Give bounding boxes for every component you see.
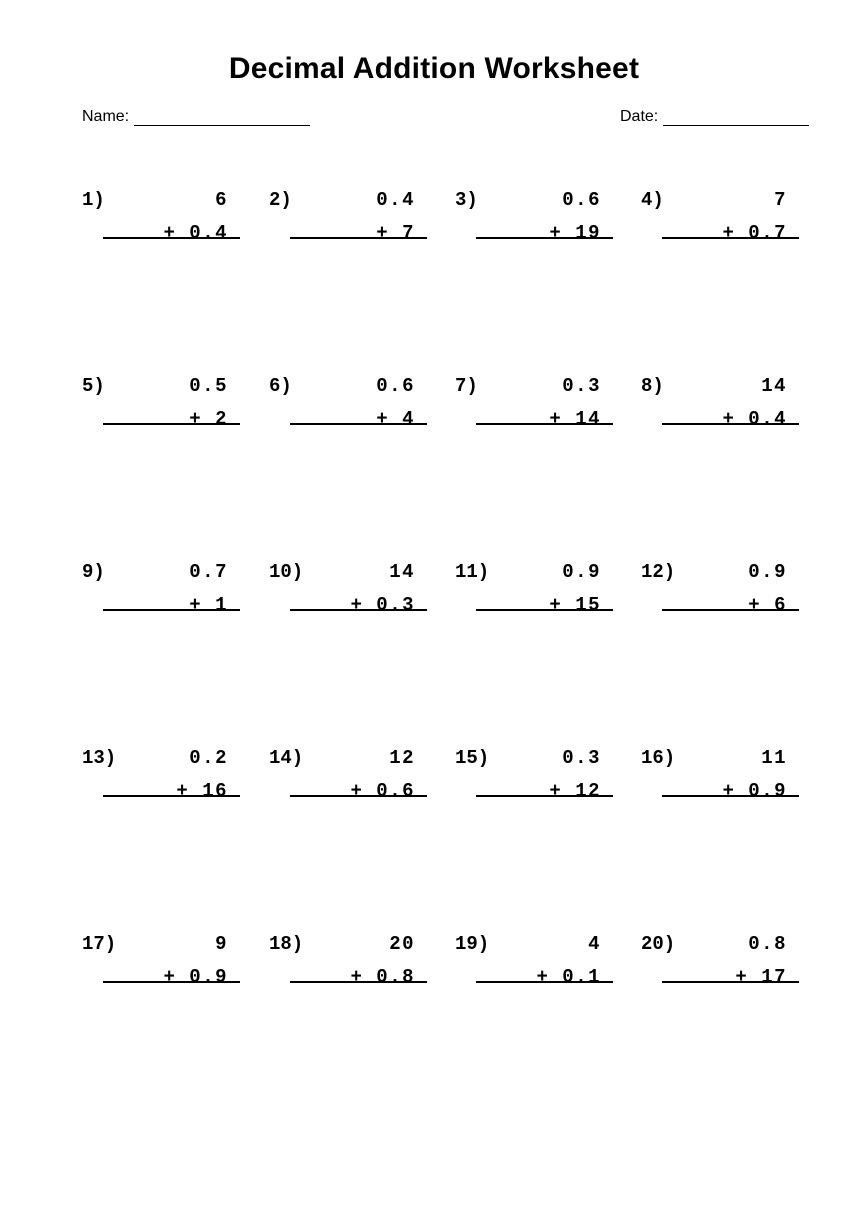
problem-1 (82, 189, 252, 259)
answer-line (476, 237, 613, 239)
problem-14 (269, 747, 439, 817)
problem-number: 11) (455, 561, 490, 583)
problem-number: 19) (455, 933, 490, 955)
top-addend: 0.3 (562, 375, 601, 397)
top-addend: 14 (761, 375, 787, 397)
answer-line (662, 981, 799, 983)
answer-line (476, 981, 613, 983)
top-addend: 0.3 (562, 747, 601, 769)
answer-line (662, 237, 799, 239)
top-addend: 0.6 (562, 189, 601, 211)
problem-18 (269, 933, 439, 1003)
top-addend: 20 (389, 933, 415, 955)
worksheet-title: Decimal Addition Worksheet (228, 52, 640, 85)
problem-16 (641, 747, 811, 817)
problem-number: 17) (82, 933, 117, 955)
problem-number: 5) (82, 375, 105, 397)
date-field (620, 108, 809, 126)
problem-number: 4) (641, 189, 664, 211)
answer-line (290, 423, 427, 425)
top-addend: 0.2 (189, 747, 228, 769)
problem-number: 20) (641, 933, 676, 955)
bottom-addend: + 0.7 (722, 222, 787, 244)
answer-line (290, 237, 427, 239)
problem-3 (455, 189, 625, 259)
answer-line (476, 423, 613, 425)
problem-number: 9) (82, 561, 105, 583)
answer-line (103, 237, 240, 239)
answer-line (103, 981, 240, 983)
answer-line (290, 795, 427, 797)
bottom-addend: + 16 (176, 780, 228, 802)
problem-number: 7) (455, 375, 478, 397)
problem-7 (455, 375, 625, 445)
problem-number: 16) (641, 747, 676, 769)
answer-line (662, 423, 799, 425)
date-label: Date: (620, 108, 659, 125)
problem-number: 12) (641, 561, 676, 583)
name-label: Name: (82, 108, 130, 125)
problem-number: 15) (455, 747, 490, 769)
problem-5 (82, 375, 252, 445)
bottom-addend: + 4 (376, 408, 415, 430)
problem-20 (641, 933, 811, 1003)
problem-10 (269, 561, 439, 631)
top-addend: 0.5 (189, 375, 228, 397)
top-addend: 14 (389, 561, 415, 583)
bottom-addend: + 14 (549, 408, 601, 430)
problem-4 (641, 189, 811, 259)
bottom-addend: + 0.6 (350, 780, 415, 802)
bottom-addend: + 0.4 (722, 408, 787, 430)
bottom-addend: + 2 (189, 408, 228, 430)
top-addend: 0.9 (562, 561, 601, 583)
bottom-addend: + 0.9 (163, 966, 228, 988)
bottom-addend: + 12 (549, 780, 601, 802)
bottom-addend: + 0.1 (536, 966, 601, 988)
problem-number: 6) (269, 375, 292, 397)
problem-number: 10) (269, 561, 304, 583)
answer-line (103, 609, 240, 611)
bottom-addend: + 19 (549, 222, 601, 244)
name-field (82, 108, 310, 126)
problem-19 (455, 933, 625, 1003)
bottom-addend: + 0.3 (350, 594, 415, 616)
bottom-addend: + 7 (376, 222, 415, 244)
bottom-addend: + 0.8 (350, 966, 415, 988)
top-addend: 6 (215, 189, 228, 211)
bottom-addend: + 15 (549, 594, 601, 616)
bottom-addend: + 0.4 (163, 222, 228, 244)
problem-number: 8) (641, 375, 664, 397)
problem-15 (455, 747, 625, 817)
problem-number: 14) (269, 747, 304, 769)
problem-number: 18) (269, 933, 304, 955)
bottom-addend: + 17 (735, 966, 787, 988)
top-addend: 0.7 (189, 561, 228, 583)
answer-line (103, 423, 240, 425)
problem-9 (82, 561, 252, 631)
bottom-addend: + 6 (748, 594, 787, 616)
top-addend: 4 (588, 933, 601, 955)
problem-number: 2) (269, 189, 292, 211)
answer-line (103, 795, 240, 797)
problem-2 (269, 189, 439, 259)
problem-13 (82, 747, 252, 817)
top-addend: 9 (215, 933, 228, 955)
problem-number: 1) (82, 189, 105, 211)
answer-line (662, 609, 799, 611)
top-addend: 0.9 (748, 561, 787, 583)
problem-8 (641, 375, 811, 445)
name-blank-line (134, 109, 310, 126)
top-addend: 0.8 (748, 933, 787, 955)
date-blank-line (663, 109, 809, 126)
top-addend: 11 (761, 747, 787, 769)
top-addend: 12 (389, 747, 415, 769)
answer-line (662, 795, 799, 797)
answer-line (290, 981, 427, 983)
top-addend: 0.6 (376, 375, 415, 397)
problem-6 (269, 375, 439, 445)
bottom-addend: + 1 (189, 594, 228, 616)
problem-12 (641, 561, 811, 631)
problem-number: 3) (455, 189, 478, 211)
answer-line (476, 609, 613, 611)
problem-11 (455, 561, 625, 631)
answer-line (290, 609, 427, 611)
top-addend: 7 (774, 189, 787, 211)
problem-number: 13) (82, 747, 117, 769)
top-addend: 0.4 (376, 189, 415, 211)
problem-17 (82, 933, 252, 1003)
answer-line (476, 795, 613, 797)
bottom-addend: + 0.9 (722, 780, 787, 802)
